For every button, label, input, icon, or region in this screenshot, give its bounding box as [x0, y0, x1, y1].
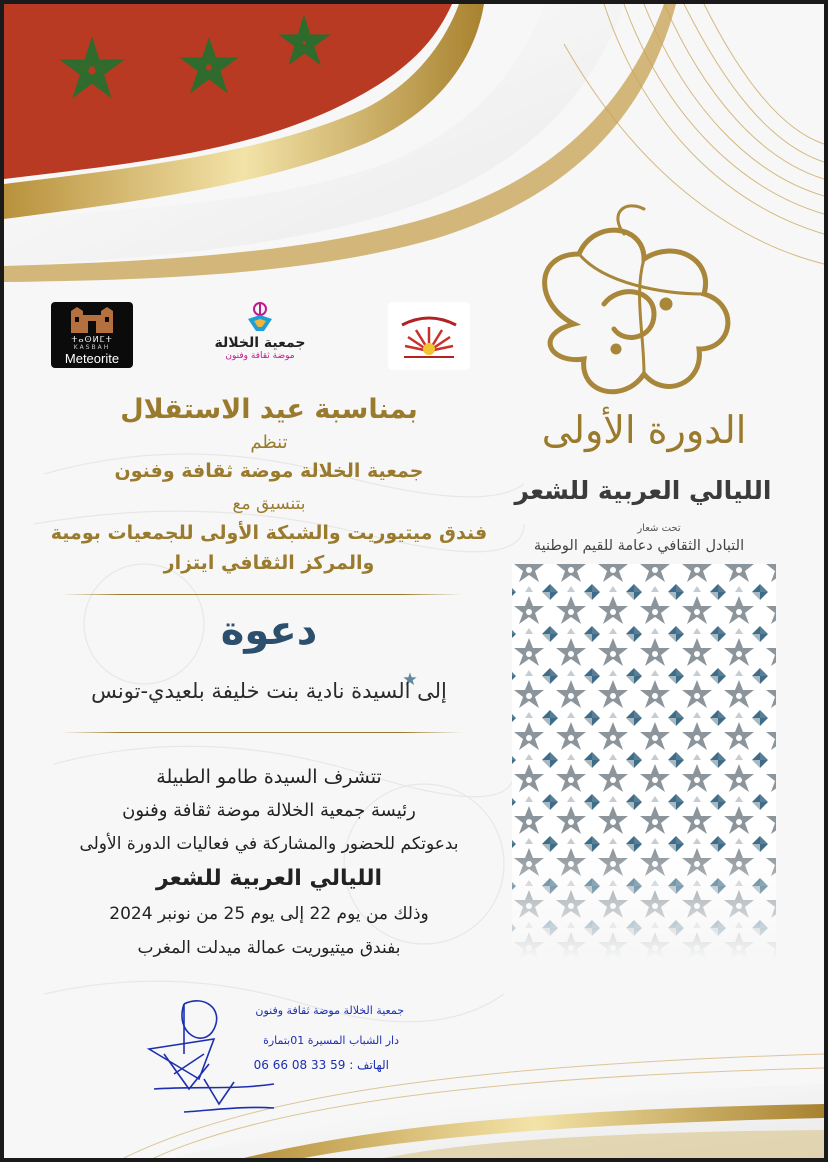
occasion-heading: بمناسبة عيد الاستقلال: [120, 394, 418, 425]
calligraphy-flower-emblem-icon: [545, 206, 728, 392]
organizer-name: جمعية الخلالة موضة ثقافة وفنون: [114, 460, 424, 482]
invitation-card: [4, 4, 824, 1158]
kasbah-tifinagh: ⵜⴰⵙⵍⵎⵜ: [71, 334, 113, 344]
invite-line: بدعوتكم للحضور والمشاركة في فعاليات الدورة الأولى: [79, 834, 459, 854]
kasbah-building-icon: [69, 305, 115, 333]
host-line: تتشرف السيدة طامو الطبيلة: [156, 766, 382, 788]
event-venue: بفندق ميتيوريت عمالة ميدلت المغرب: [137, 938, 401, 958]
kasbah-label: KASBAH: [73, 343, 111, 351]
event-name-title: الليالي العربية للشعر: [514, 476, 772, 505]
network-sun-emblem-icon: [396, 311, 462, 361]
coordination-label: بتنسيق مع: [232, 494, 306, 514]
khalala-name: جمعية الخلالة: [214, 335, 306, 351]
event-name-body: الليالي العربية للشعر: [155, 866, 383, 891]
geometric-pattern-panel: [512, 564, 776, 959]
stamp-org: جمعية الخلالة موضة ثقافة وفنون: [255, 1004, 404, 1017]
decorative-background: [4, 4, 824, 1158]
invitation-title: دعوة: [220, 608, 318, 654]
divider-bottom: [62, 732, 462, 733]
slogan-text: التبادل الثقافي دعامة للقيم الوطنية: [533, 538, 745, 554]
stamp-phone: الهاتف : 59 33 08 66 06: [253, 1058, 389, 1072]
kasbah-name: Meteorite: [64, 350, 120, 366]
organizes-label: تنظم: [250, 432, 288, 453]
recipient-line: إلى السيدة نادية بنت خليفة بلعيدي-تونس: [91, 679, 447, 703]
khalala-crescent-logo-icon: [242, 301, 278, 335]
slogan-label: تحت شعار: [637, 523, 681, 534]
khalala-subtitle: موضة ثقافة وفنون: [225, 351, 295, 361]
kasbah-meteorite-logo: [51, 302, 133, 368]
host-title-line: رئيسة جمعية الخلالة موضة ثقافة وفنون: [122, 800, 416, 821]
partners-line-1: فندق ميتيوريت والشبكة الأولى للجمعيات بومية: [50, 522, 488, 544]
stamp-address: دار الشباب المسيرة 01بتمارة: [263, 1034, 399, 1047]
divider-top: [62, 594, 462, 595]
partners-line-2: والمركز الثقافي ايتزار: [163, 552, 375, 574]
event-dates: وذلك من يوم 22 إلى يوم 25 من نونبر 2024: [109, 904, 429, 924]
network-logo: [388, 302, 470, 370]
edition-title: الدورة الأولى: [541, 408, 747, 452]
khalala-association-logo: [200, 292, 320, 370]
